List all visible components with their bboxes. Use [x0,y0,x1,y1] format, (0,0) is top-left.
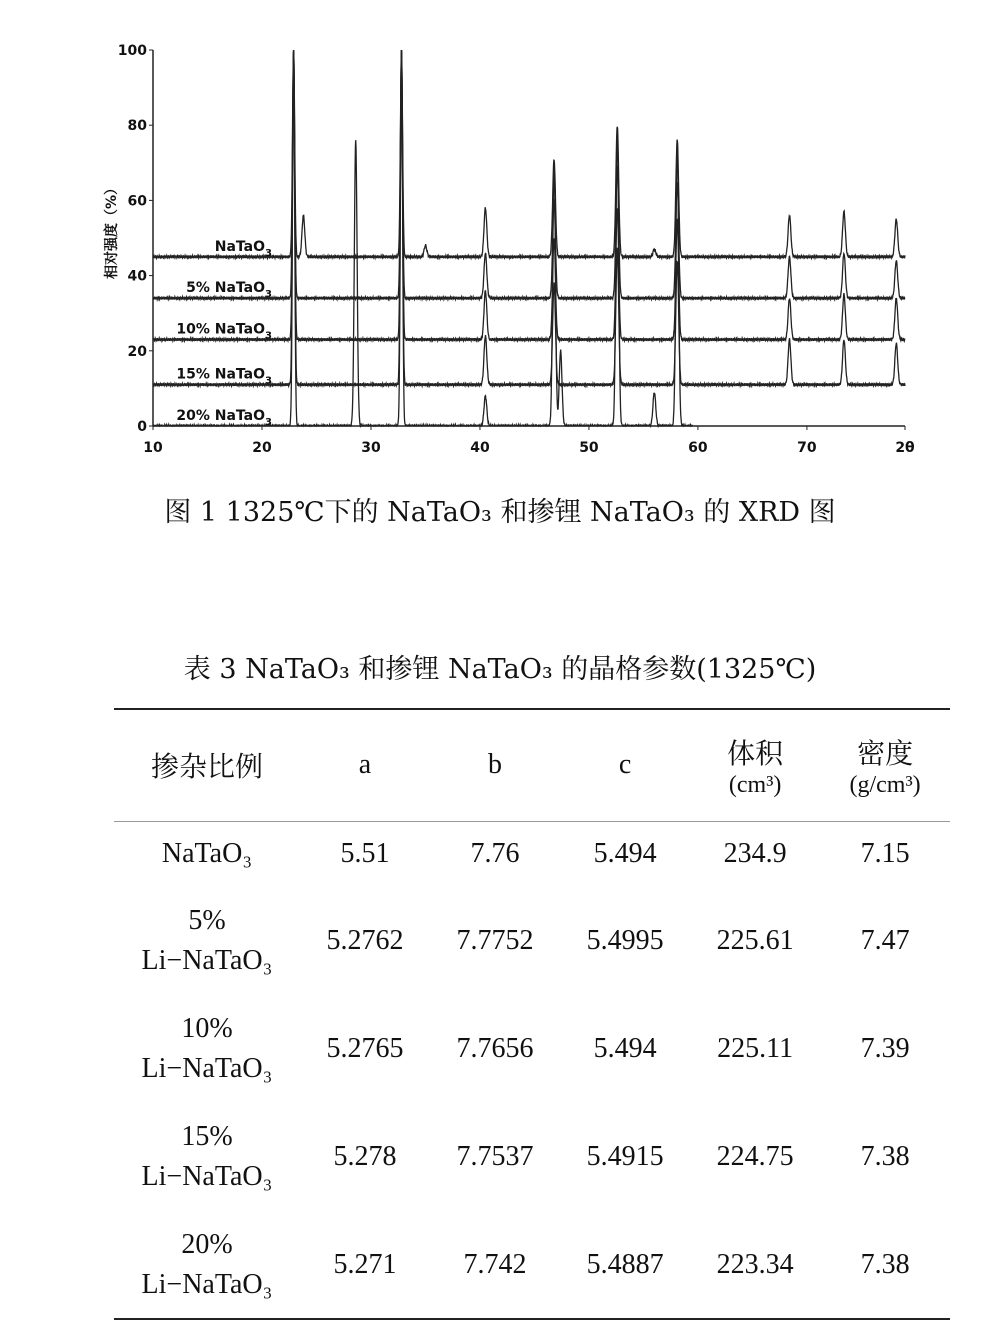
x-tick-label: 2θ [895,440,915,456]
y-axis-label: 相对强度（%） [104,180,120,280]
x-tick-label: 40 [470,440,490,456]
cell-b: 7.742 [430,1211,560,1319]
cell-volume: 224.75 [716,1141,794,1172]
header-volume: 体积 (cm³) [690,709,820,821]
header-b: b [430,709,560,821]
cell-ratio: 15% Li−NaTaO₃ [141,1121,273,1192]
y-tick-label: 40 [127,268,147,285]
y-tick-label: 0 [137,419,147,435]
cell-c: 5.494 [593,1033,657,1064]
x-tick-label: 60 [688,440,708,456]
table-row [114,1103,950,1211]
cell-volume: 225.61 [716,925,794,956]
lattice-table [114,708,950,1320]
cell-b: 7.76 [470,838,520,870]
cell-a: 5.2765 [326,1033,404,1064]
series-label: 5% NaTaO$_3$ [186,280,272,301]
plot-frame [153,50,905,426]
cell-c: 5.494 [593,838,657,870]
series-label: 10% NaTaO$_3$ [176,321,272,342]
cell-a: 5.271 [300,1211,430,1319]
header-a: a [300,709,430,821]
cell-c: 5.4995 [586,925,664,956]
x-tick-label: 20 [252,440,272,456]
cell-b: 7.7537 [456,1141,534,1172]
cell-volume: 234.9 [723,838,787,870]
cell-a: 5.2762 [326,925,404,956]
cell-density: 7.38 [860,1141,910,1172]
header-ratio: 掺杂比例 [114,709,300,821]
cell-ratio: 20% Li−NaTaO₃ [114,1211,300,1319]
series-line [153,50,905,300]
table-caption: 表 3 NaTaO₃ 和掺锂 NaTaO₃ 的晶格参数(1325℃) [183,654,817,685]
cell-volume: 223.34 [690,1211,820,1319]
header-density: 密度 (g/cm³) [820,709,950,821]
y-tick-label: 20 [127,343,147,360]
cell-ratio: 10% Li−NaTaO₃ [141,1013,273,1084]
y-tick-label: 60 [127,193,147,210]
cell-ratio: NaTaO₃ [161,838,253,870]
cell-ratio: 5% Li−NaTaO₃ [141,905,273,976]
figure-caption: 图 1 1325℃下的 NaTaO₃ 和掺锂 NaTaO₃ 的 XRD 图 [164,497,836,528]
cell-a: 5.51 [340,838,390,870]
cell-a: 5.278 [333,1141,397,1172]
cell-density: 7.38 [820,1211,950,1319]
table-row [114,887,950,995]
cell-volume: 225.11 [717,1033,794,1064]
y-tick-label: 100 [117,43,147,59]
cell-c: 5.4915 [586,1141,664,1172]
table-row [114,995,950,1103]
y-tick-label: 80 [127,118,147,135]
series-label: 15% NaTaO$_3$ [176,366,272,387]
cell-density: 7.47 [860,925,910,956]
cell-b: 7.7752 [456,925,534,956]
x-tick-label: 10 [143,440,163,456]
cell-b: 7.7656 [456,1033,534,1064]
cell-density: 7.39 [860,1033,910,1064]
series-label: 20% NaTaO$_3$ [176,408,272,428]
table-row [114,1211,950,1319]
table-header-row [114,709,950,821]
cell-density: 7.15 [860,838,910,870]
x-tick-label: 30 [361,440,381,456]
xrd-chart [0,0,1000,470]
series-label: NaTaO$_3$ [214,238,272,259]
series-labels [176,239,272,428]
x-tick-label: 70 [797,440,817,456]
x-tick-label: 50 [579,440,599,456]
header-c: c [560,709,690,821]
cell-c: 5.4887 [560,1211,690,1319]
series-line [153,50,905,258]
series-lines [153,50,905,426]
table-row [114,821,950,887]
